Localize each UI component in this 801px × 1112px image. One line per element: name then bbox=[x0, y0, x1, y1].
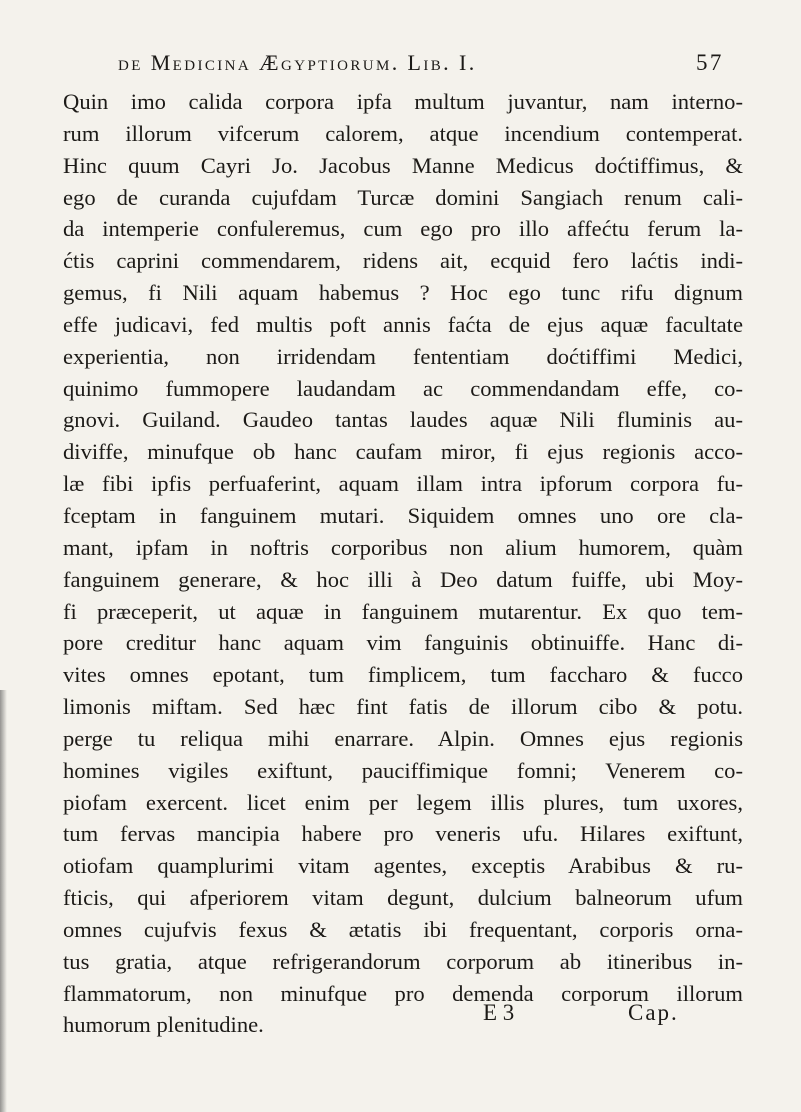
page-number: 57 bbox=[696, 50, 724, 75]
text-line: quinimo fummopere laudandam ac commendandam effe, co- bbox=[63, 375, 743, 401]
binding-shadow bbox=[0, 690, 7, 1112]
text-line: læ fibi ipfis perfuaferint, aquam illam intra ipforum corpora fu- bbox=[63, 471, 743, 497]
text-line: rum illorum vifcerum calorem, atque incendium contemperat. bbox=[63, 120, 743, 146]
text-line: ego de curanda cujufdam Turcæ domini Sangiach renum cali- bbox=[63, 184, 743, 210]
text-line: perge tu reliqua mihi enarrare. Alpin. Omnes ejus regionis bbox=[63, 725, 743, 751]
text-line: Hinc quum Cayri Jo. Jacobus Manne Medicus doćtiffimus, & bbox=[63, 152, 743, 178]
text-line: effe judicavi, fed multis poft annis faćta de ejus aquæ facultate bbox=[63, 311, 743, 337]
text-line: experientia, non irridendam fententiam doćtiffimi Medici, bbox=[63, 343, 743, 369]
text-line: gnovi. Guiland. Gaudeo tantas laudes aquæ Nili fluminis au- bbox=[63, 407, 743, 433]
text-line: omnes cujufvis fexus & ætatis ibi frequentant, corporis orna- bbox=[63, 916, 743, 942]
catchword: Cap. bbox=[628, 1000, 679, 1025]
text-line: mant, ipfam in noftris corporibus non alium humorem, quàm bbox=[63, 534, 743, 560]
running-title: de Medicina Ægyptiorum. Lib. I. bbox=[118, 50, 477, 75]
body-text bbox=[63, 86, 743, 1041]
text-line: limonis miftam. Sed hæc fint fatis de illorum cibo & potu. bbox=[63, 694, 743, 720]
text-line: fceptam in fanguinem mutari. Siquidem omnes uno ore cla- bbox=[63, 502, 743, 528]
text-line: flammatorum, non minufque pro demenda corporum illorum bbox=[63, 980, 743, 1006]
signature-mark: E 3 bbox=[483, 1000, 515, 1025]
text-line: gemus, fi Nili aquam habemus ? Hoc ego tunc rifu dignum bbox=[63, 280, 743, 306]
text-line: homines vigiles exiftunt, pauciffimique fomni; Venerem co- bbox=[63, 757, 743, 783]
text-line: ćtis caprini commendarem, ridens ait, ecquid fero laćtis indi- bbox=[63, 248, 743, 274]
page-footer bbox=[0, 1000, 801, 1040]
running-head bbox=[118, 44, 724, 84]
text-line: fi præceperit, ut aquæ in fanguinem mutarentur. Ex quo tem- bbox=[63, 598, 743, 624]
text-line: pore creditur hanc aquam vim fanguinis obtinuiffe. Hanc di- bbox=[63, 630, 743, 656]
text-line: fanguinem generare, & hoc illi à Deo datum fuiffe, ubi Moy- bbox=[63, 566, 743, 592]
text-line: da intemperie confuleremus, cum ego pro illo affećtu ferum la- bbox=[63, 216, 743, 242]
text-line: tum fervas mancipia habere pro veneris ufu. Hilares exiftunt, bbox=[63, 821, 743, 847]
text-line: diviffe, minufque ob hanc caufam miror, fi ejus regionis acco- bbox=[63, 439, 743, 465]
text-line: piofam exercent. licet enim per legem illis plures, tum uxores, bbox=[63, 789, 743, 815]
text-line: fticis, qui afperiorem vitam degunt, dulcium balneorum ufum bbox=[63, 885, 743, 911]
text-line: otiofam quamplurimi vitam agentes, exceptis Arabibus & ru- bbox=[63, 853, 743, 879]
text-line: humorum plenitudine. bbox=[63, 1012, 264, 1038]
text-line: tus gratia, atque refrigerandorum corporum ab itineribus in- bbox=[63, 948, 743, 974]
text-line: Quin imo calida corpora ipfa multum juvantur, nam interno- bbox=[63, 89, 743, 114]
text-line: vites omnes epotant, tum fimplicem, tum faccharo & fucco bbox=[63, 662, 743, 688]
